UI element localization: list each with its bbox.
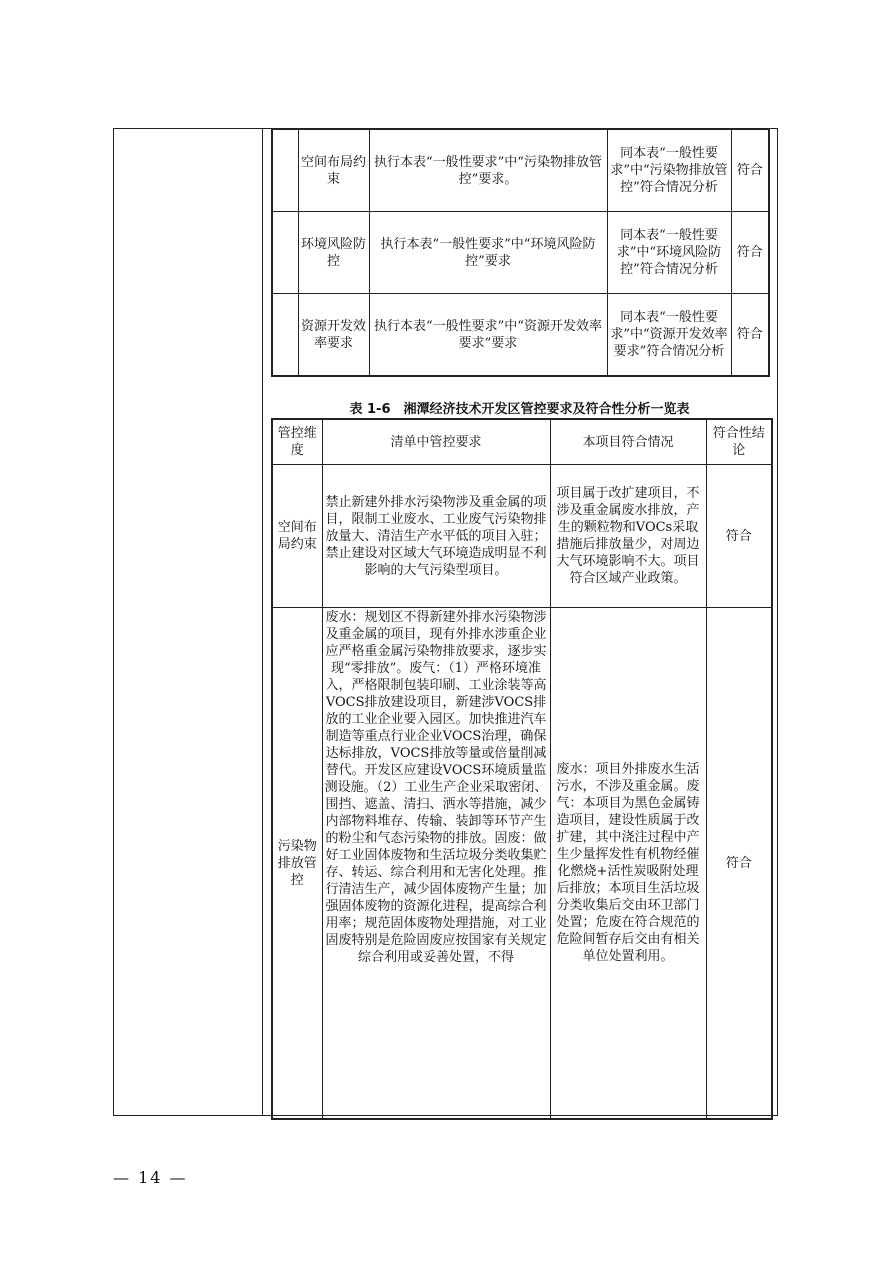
table-row <box>272 608 772 1120</box>
table-row <box>272 465 772 608</box>
dimension-cell: 资源开发效率要求 <box>298 294 369 377</box>
requirement-cell: 废水：规划区不得新建外排水污染物涉及重金属的项目，现有外排水涉重企业应严格重金属污染物排放要求，逐步实现“零排放”。废气：（1）严格环境准入，严格限制包装印刷、工业涂装等高VOCS排放建设项目，新建涉VOCS排放的工业企业要入园区。加快推进汽车制造等重点行业企业VOCS治理，确保达标排放，VOCS排放等量或倍量削减替代。开发区应建设VOCS环境质量监测设施。（2）工业生产企业采取密闭、围挡、遮盖、清扫、洒水等措施，减少内部物料堆存、传输、装卸等环节产生的粉尘和气态污染物的排放。固废：做好工业固体废物和生活垃圾分类收集贮存、转运、综合利用和无害化处理。推行清洁生产，减少固体废物产生量；加强固体废物的资源化进程，提高综合利用率；规范固体废物处理措施，对工业固废特别是危险固废应按国家有关规定综合利用或妥善处置，不得 <box>322 608 550 1120</box>
requirement-cell: 执行本表“一般性要求”中“污染物排放管控”要求。 <box>369 129 607 212</box>
frame-divider <box>262 128 263 1116</box>
conclusion-cell: 符合 <box>706 608 772 1120</box>
blank-cell <box>272 129 298 212</box>
header-status: 本项目符合情况 <box>550 419 706 465</box>
header-dimension: 管控维度 <box>272 419 322 465</box>
conclusion-cell: 符合 <box>731 294 769 377</box>
header-row <box>272 419 772 465</box>
header-requirement: 清单中管控要求 <box>322 419 550 465</box>
status-cell: 同本表“一般性要求”中“环境风险防控”符合情况分析 <box>607 212 731 294</box>
status-cell: 废水：项目外排废水生活污水，不涉及重金属。废气：本项目为黑色金属铸造项目，建设性质属于改扩建，其中浇注过程中产生少量挥发性有机物经催化燃烧+活性炭吸附处理后排放；本项目生活垃圾分类收集后交由环卫部门处置；危废在符合规范的危险间暂存后交由有相关单位处置利用。 <box>550 608 706 1120</box>
blank-cell <box>272 294 298 377</box>
dimension-cell: 空间布局约束 <box>298 129 369 212</box>
main-table <box>271 418 773 1120</box>
status-cell: 项目属于改扩建项目，不涉及重金属废水排放，产生的颗粒物和VOCs采取措施后排放量少，对周边大气环境影响不大。项目符合区域产业政策。 <box>550 465 706 608</box>
conclusion-cell: 符合 <box>706 465 772 608</box>
table-row <box>272 129 769 212</box>
dimension-cell: 空间布局约束 <box>272 465 322 608</box>
page-number: — 14 — <box>113 1168 188 1187</box>
table-caption: 表 1-6 湘潭经济技术开发区管控要求及符合性分析一览表 <box>349 402 690 417</box>
blank-cell <box>272 212 298 294</box>
header-conclusion: 符合性结论 <box>706 419 772 465</box>
status-cell: 同本表“一般性要求”中“污染物排放管控”符合情况分析 <box>607 129 731 212</box>
table-row <box>272 294 769 377</box>
requirement-cell: 执行本表“一般性要求”中“资源开发效率要求”要求 <box>369 294 607 377</box>
conclusion-cell: 符合 <box>731 129 769 212</box>
top-table <box>271 128 770 377</box>
requirement-cell: 执行本表“一般性要求”中“环境风险防控”要求 <box>369 212 607 294</box>
dimension-cell: 环境风险防控 <box>298 212 369 294</box>
status-cell: 同本表“一般性要求”中“资源开发效率要求”符合情况分析 <box>607 294 731 377</box>
conclusion-cell: 符合 <box>731 212 769 294</box>
dimension-cell: 污染物排放管控 <box>272 608 322 1120</box>
requirement-cell: 禁止新建外排水污染物涉及重金属的项目，限制工业废水、工业废气污染物排放量大、清洁生产水平低的项目入驻；禁止建设对区域大气环境造成明显不利影响的大气污染型项目。 <box>322 465 550 608</box>
table-row <box>272 212 769 294</box>
